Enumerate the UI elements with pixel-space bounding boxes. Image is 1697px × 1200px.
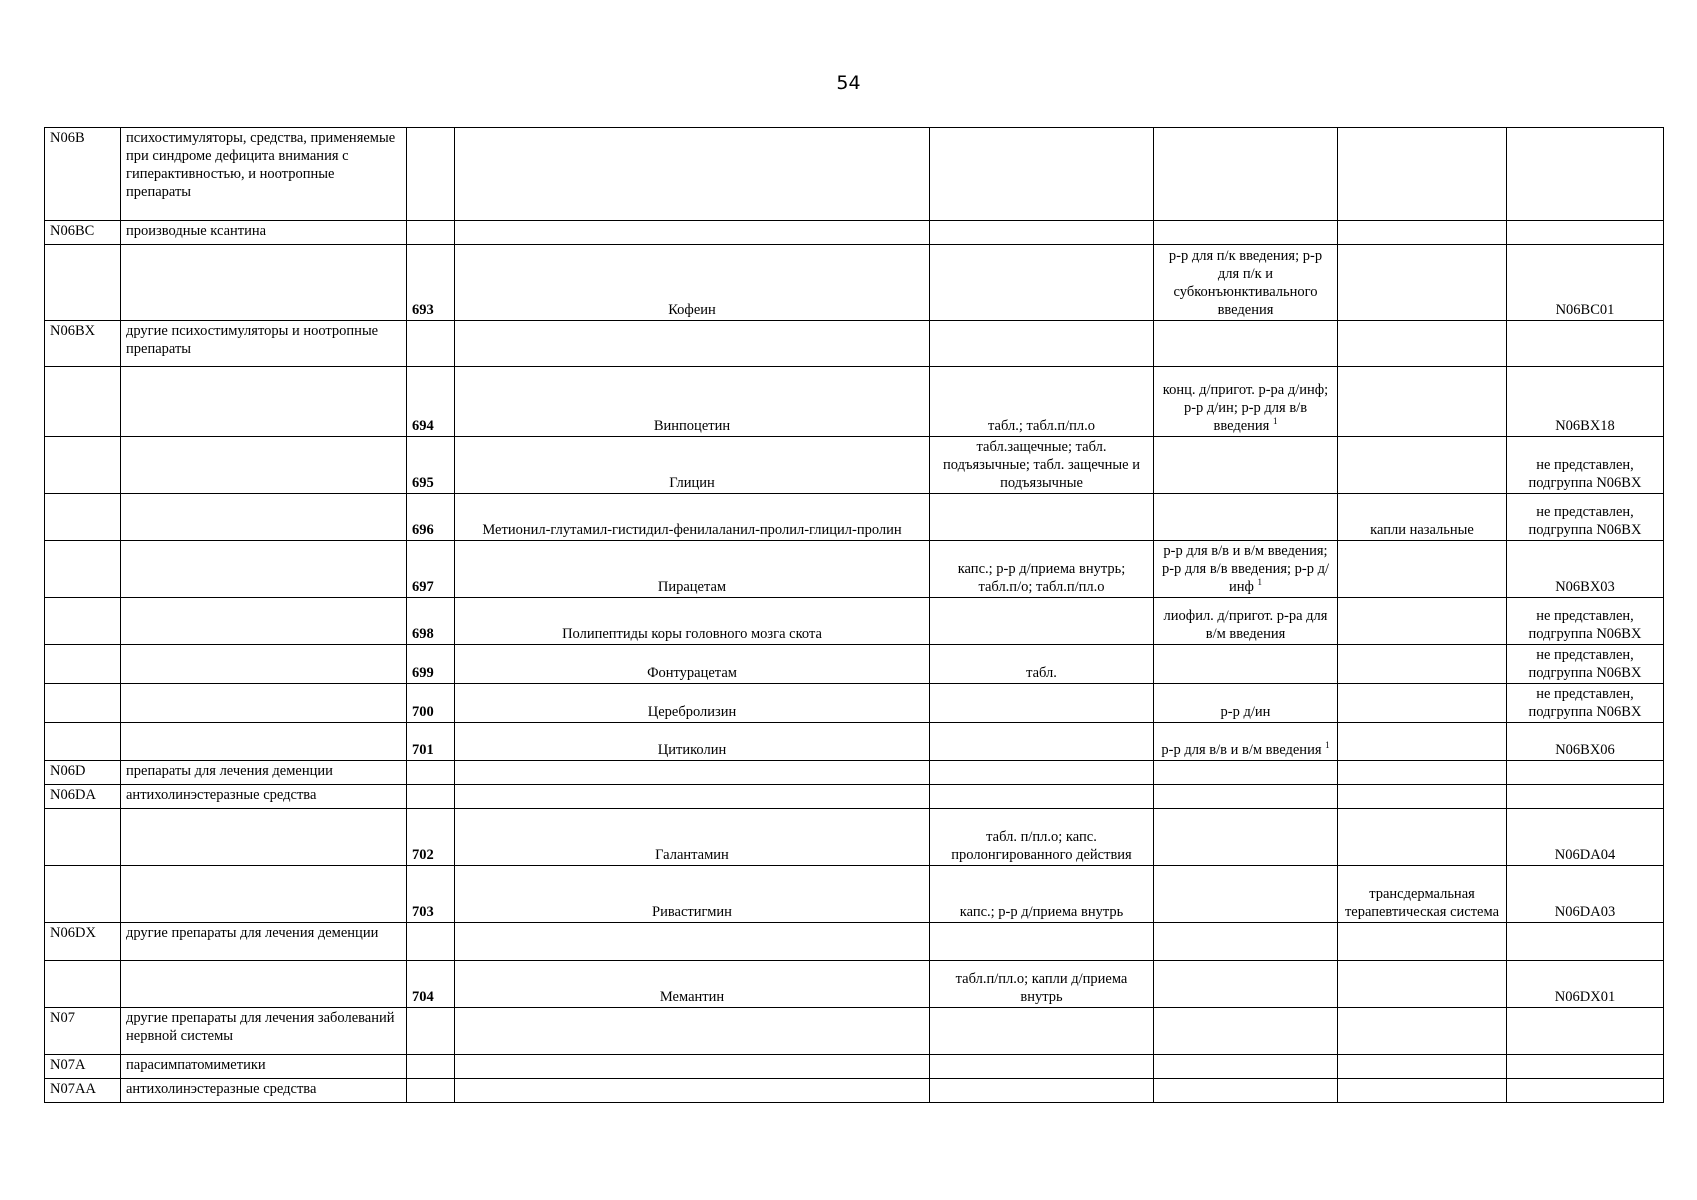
cell-form2	[1154, 866, 1338, 923]
form2-text: р-р для в/в и в/м введения	[1161, 742, 1322, 758]
cell-form1	[930, 1055, 1154, 1079]
form2-text: конц. д/пригот. р-ра д/инф; р-р д/ин; р-р для в/в введения	[1162, 382, 1329, 434]
cell-code	[1507, 541, 1664, 598]
form2-text: лиофил. д/пригот. р-ра для в/м введения	[1163, 608, 1328, 642]
code-text: не представлен, подгруппа N06BX	[1528, 686, 1642, 720]
cell-form2	[1154, 684, 1338, 723]
cell-name	[121, 598, 407, 645]
drug-text: Фонтурацетам	[647, 665, 737, 681]
cell-num	[407, 494, 455, 541]
cell-form1	[930, 494, 1154, 541]
cell-form2	[1154, 1008, 1338, 1055]
cell-num	[407, 923, 455, 961]
cell-drug	[455, 494, 930, 541]
cell-num	[407, 684, 455, 723]
form1-text: табл.	[1026, 665, 1057, 681]
atc-text: N06B	[50, 130, 85, 146]
cell-form1	[930, 684, 1154, 723]
num-text: 703	[412, 904, 434, 920]
num-text: 700	[412, 704, 434, 720]
cell-form1	[930, 645, 1154, 684]
cell-drug	[455, 245, 930, 321]
cell-form1	[930, 128, 1154, 221]
code-text: N06BX06	[1555, 742, 1615, 758]
num-text: 697	[412, 579, 434, 595]
cell-code	[1507, 923, 1664, 961]
cell-drug	[455, 923, 930, 961]
cell-name	[121, 761, 407, 785]
cell-form1	[930, 866, 1154, 923]
atc-text: N07A	[50, 1057, 86, 1073]
num-text: 694	[412, 418, 434, 434]
cell-name	[121, 961, 407, 1008]
cell-form2	[1154, 761, 1338, 785]
cell-form3	[1338, 1008, 1507, 1055]
cell-name	[121, 128, 407, 221]
cell-code	[1507, 1008, 1664, 1055]
cell-name	[121, 1079, 407, 1103]
cell-form3	[1338, 128, 1507, 221]
cell-form1	[930, 809, 1154, 866]
atc-text: N06BX	[50, 323, 96, 339]
cell-form2	[1154, 367, 1338, 437]
cell-form3	[1338, 321, 1507, 367]
cell-name	[121, 785, 407, 809]
cell-num	[407, 785, 455, 809]
cell-num	[407, 367, 455, 437]
table-row	[45, 128, 1664, 221]
table-row	[45, 684, 1664, 723]
footnote-marker: 1	[1257, 577, 1263, 588]
cell-form1	[930, 1008, 1154, 1055]
cell-drug	[455, 684, 930, 723]
code-text: N06DA03	[1554, 904, 1616, 920]
cell-form2	[1154, 128, 1338, 221]
cell-drug	[455, 321, 930, 367]
cell-num	[407, 866, 455, 923]
drug-text: Кофеин	[668, 302, 716, 318]
code-text: N06DX01	[1554, 989, 1616, 1005]
cell-num	[407, 1055, 455, 1079]
cell-drug	[455, 1008, 930, 1055]
cell-form3	[1338, 367, 1507, 437]
cell-atc	[45, 245, 121, 321]
cell-code	[1507, 221, 1664, 245]
cell-form3	[1338, 494, 1507, 541]
name-text: антихолинэстеразные средства	[126, 787, 317, 803]
code-text: N06BX03	[1555, 579, 1615, 595]
name-text: антихолинэстеразные средства	[126, 1081, 317, 1097]
cell-form2	[1154, 645, 1338, 684]
cell-form2	[1154, 1055, 1338, 1079]
name-text: другие препараты для лечения заболеваний нервной системы	[126, 1010, 395, 1044]
cell-atc	[45, 684, 121, 723]
table-row	[45, 961, 1664, 1008]
cell-num	[407, 321, 455, 367]
cell-form1	[930, 367, 1154, 437]
cell-form1	[930, 785, 1154, 809]
drug-table	[44, 127, 1664, 1103]
cell-drug	[455, 785, 930, 809]
cell-form1	[930, 245, 1154, 321]
cell-atc	[45, 723, 121, 761]
cell-form3	[1338, 598, 1507, 645]
cell-name	[121, 245, 407, 321]
form2-text: р-р д/ин	[1220, 704, 1271, 720]
cell-form3	[1338, 1079, 1507, 1103]
table-row	[45, 809, 1664, 866]
cell-code	[1507, 494, 1664, 541]
drug-text: Пирацетам	[657, 579, 727, 595]
form1-text: табл.; табл.п/пл.о	[988, 418, 1095, 434]
cell-code	[1507, 367, 1664, 437]
table-row	[45, 245, 1664, 321]
num-text: 696	[412, 522, 434, 538]
table-row	[45, 437, 1664, 494]
cell-form3	[1338, 645, 1507, 684]
cell-form2	[1154, 809, 1338, 866]
form1-text: табл.защечные; табл. подъязычные; табл. защечные и подъязычные	[943, 439, 1140, 491]
cell-atc	[45, 367, 121, 437]
drug-text: Полипептиды коры головного мозга скота	[562, 626, 822, 642]
cell-code	[1507, 437, 1664, 494]
name-text: препараты для лечения деменции	[126, 763, 333, 779]
drug-text: Галантамин	[655, 847, 729, 863]
cell-num	[407, 598, 455, 645]
cell-name	[121, 494, 407, 541]
cell-atc	[45, 809, 121, 866]
cell-num	[407, 645, 455, 684]
cell-form1	[930, 961, 1154, 1008]
footnote-marker: 1	[1272, 416, 1278, 427]
cell-form1	[930, 321, 1154, 367]
name-text: другие психостимуляторы и ноотропные препараты	[126, 323, 379, 357]
cell-atc	[45, 761, 121, 785]
drug-text: Мемантин	[659, 989, 725, 1005]
num-text: 698	[412, 626, 434, 642]
num-text: 699	[412, 665, 434, 681]
table-row	[45, 1055, 1664, 1079]
cell-drug	[455, 541, 930, 598]
drug-text: Метионил-глутамил-гистидил-фенилаланил-пролил-глицил-пролин	[482, 522, 902, 538]
num-text: 701	[412, 742, 434, 758]
cell-atc	[45, 1079, 121, 1103]
cell-drug	[455, 866, 930, 923]
atc-text: N06DA	[50, 787, 96, 803]
table-row	[45, 221, 1664, 245]
cell-form3	[1338, 761, 1507, 785]
table-row	[45, 1008, 1664, 1055]
cell-code	[1507, 961, 1664, 1008]
cell-form1	[930, 437, 1154, 494]
cell-form3	[1338, 961, 1507, 1008]
cell-num	[407, 761, 455, 785]
cell-drug	[455, 723, 930, 761]
cell-num	[407, 1008, 455, 1055]
table-row	[45, 541, 1664, 598]
cell-form2	[1154, 923, 1338, 961]
cell-name	[121, 437, 407, 494]
cell-atc	[45, 221, 121, 245]
cell-form1	[930, 598, 1154, 645]
cell-form2	[1154, 1079, 1338, 1103]
cell-form1	[930, 541, 1154, 598]
form2-text: р-р для в/в и в/м введения; р-р для в/в введения; р-р д/инф	[1161, 543, 1330, 595]
cell-name	[121, 645, 407, 684]
cell-form3	[1338, 923, 1507, 961]
cell-form2	[1154, 221, 1338, 245]
cell-name	[121, 221, 407, 245]
cell-code	[1507, 1079, 1664, 1103]
cell-num	[407, 128, 455, 221]
cell-name	[121, 809, 407, 866]
cell-atc	[45, 1055, 121, 1079]
form1-text: капс.; р-р д/приема внутрь; табл.п/о; табл.п/пл.о	[957, 561, 1126, 595]
name-text: психостимуляторы, средства, применяемые при синдроме дефицита внимания с гиперактивностью, и ноотропные препараты	[126, 130, 396, 200]
cell-form3	[1338, 723, 1507, 761]
drug-text: Ривастигмин	[652, 904, 732, 920]
name-text: парасимпатомиметики	[126, 1057, 266, 1073]
form1-text: капс.; р-р д/приема внутрь	[959, 904, 1124, 920]
cell-form1	[930, 761, 1154, 785]
cell-code	[1507, 785, 1664, 809]
cell-form3	[1338, 245, 1507, 321]
footnote-marker: 1	[1325, 740, 1330, 751]
table-row	[45, 723, 1664, 761]
form2-text: р-р для п/к введения; р-р для п/к и субконъюнктивального введения	[1168, 248, 1323, 318]
cell-atc	[45, 961, 121, 1008]
cell-code	[1507, 723, 1664, 761]
cell-form2	[1154, 723, 1338, 761]
cell-name	[121, 541, 407, 598]
num-text: 704	[412, 989, 434, 1005]
cell-name	[121, 723, 407, 761]
form1-text: табл. п/пл.о; капс. пролонгированного действия	[951, 829, 1132, 863]
table-row	[45, 923, 1664, 961]
cell-form3	[1338, 866, 1507, 923]
cell-atc	[45, 1008, 121, 1055]
cell-num	[407, 437, 455, 494]
cell-form3	[1338, 541, 1507, 598]
cell-name	[121, 923, 407, 961]
cell-form2	[1154, 598, 1338, 645]
num-text: 702	[412, 847, 434, 863]
cell-code	[1507, 761, 1664, 785]
cell-drug	[455, 809, 930, 866]
cell-drug	[455, 598, 930, 645]
cell-num	[407, 723, 455, 761]
cell-num	[407, 1079, 455, 1103]
cell-form3	[1338, 221, 1507, 245]
cell-num	[407, 221, 455, 245]
atc-text: N07AA	[50, 1081, 96, 1097]
cell-drug	[455, 761, 930, 785]
cell-drug	[455, 1079, 930, 1103]
cell-drug	[455, 437, 930, 494]
cell-atc	[45, 128, 121, 221]
cell-form2	[1154, 785, 1338, 809]
drug-text: Винпоцетин	[653, 418, 731, 434]
cell-num	[407, 809, 455, 866]
cell-form1	[930, 221, 1154, 245]
cell-form2	[1154, 494, 1338, 541]
code-text: N06BC01	[1555, 302, 1615, 318]
cell-form3	[1338, 437, 1507, 494]
cell-name	[121, 321, 407, 367]
cell-atc	[45, 866, 121, 923]
cell-num	[407, 245, 455, 321]
table-row	[45, 866, 1664, 923]
page-number: 54	[836, 72, 861, 94]
code-text: N06BX18	[1555, 418, 1615, 434]
name-text: другие препараты для лечения деменции	[126, 925, 379, 941]
cell-name	[121, 367, 407, 437]
num-text: 695	[412, 475, 434, 491]
form1-text: табл.п/пл.о; капли д/приема внутрь	[955, 971, 1128, 1005]
cell-atc	[45, 541, 121, 598]
drug-text: Глицин	[669, 475, 715, 491]
table-row	[45, 367, 1664, 437]
table-row	[45, 494, 1664, 541]
code-text: не представлен, подгруппа N06BX	[1528, 608, 1642, 642]
atc-text: N07	[50, 1010, 75, 1026]
cell-drug	[455, 1055, 930, 1079]
cell-code	[1507, 321, 1664, 367]
cell-form1	[930, 1079, 1154, 1103]
cell-form3	[1338, 785, 1507, 809]
cell-name	[121, 1055, 407, 1079]
cell-atc	[45, 494, 121, 541]
table-row	[45, 321, 1664, 367]
cell-code	[1507, 245, 1664, 321]
table-row	[45, 785, 1664, 809]
cell-form3	[1338, 809, 1507, 866]
table-row	[45, 598, 1664, 645]
cell-drug	[455, 961, 930, 1008]
cell-name	[121, 1008, 407, 1055]
form3-text: трансдермальная терапевтическая система	[1344, 886, 1500, 920]
code-text: не представлен, подгруппа N06BX	[1528, 457, 1642, 491]
cell-atc	[45, 598, 121, 645]
atc-text: N06D	[50, 763, 86, 779]
cell-atc	[45, 645, 121, 684]
cell-num	[407, 541, 455, 598]
code-text: не представлен, подгруппа N06BX	[1528, 504, 1642, 538]
cell-form2	[1154, 961, 1338, 1008]
cell-form2	[1154, 437, 1338, 494]
cell-drug	[455, 367, 930, 437]
atc-text: N06DX	[50, 925, 96, 941]
cell-code	[1507, 684, 1664, 723]
cell-code	[1507, 645, 1664, 684]
cell-code	[1507, 1055, 1664, 1079]
cell-code	[1507, 598, 1664, 645]
atc-text: N06BC	[50, 223, 95, 239]
drug-text: Церебролизин	[647, 704, 737, 720]
name-text: производные ксантина	[126, 223, 267, 239]
form3-text: капли назальные	[1370, 522, 1474, 538]
cell-atc	[45, 923, 121, 961]
cell-atc	[45, 437, 121, 494]
code-text: не представлен, подгруппа N06BX	[1528, 647, 1642, 681]
cell-form1	[930, 723, 1154, 761]
cell-drug	[455, 221, 930, 245]
cell-drug	[455, 645, 930, 684]
num-text: 693	[412, 302, 434, 318]
table-row	[45, 645, 1664, 684]
cell-drug	[455, 128, 930, 221]
cell-atc	[45, 321, 121, 367]
table-row	[45, 1079, 1664, 1103]
cell-form2	[1154, 321, 1338, 367]
cell-code	[1507, 809, 1664, 866]
cell-code	[1507, 128, 1664, 221]
cell-form3	[1338, 1055, 1507, 1079]
table-row	[45, 761, 1664, 785]
cell-form2	[1154, 245, 1338, 321]
cell-num	[407, 961, 455, 1008]
cell-form1	[930, 923, 1154, 961]
cell-form2	[1154, 541, 1338, 598]
cell-form3	[1338, 684, 1507, 723]
drug-text: Цитиколин	[657, 742, 727, 758]
cell-name	[121, 684, 407, 723]
cell-code	[1507, 866, 1664, 923]
code-text: N06DA04	[1554, 847, 1616, 863]
cell-name	[121, 866, 407, 923]
cell-atc	[45, 785, 121, 809]
